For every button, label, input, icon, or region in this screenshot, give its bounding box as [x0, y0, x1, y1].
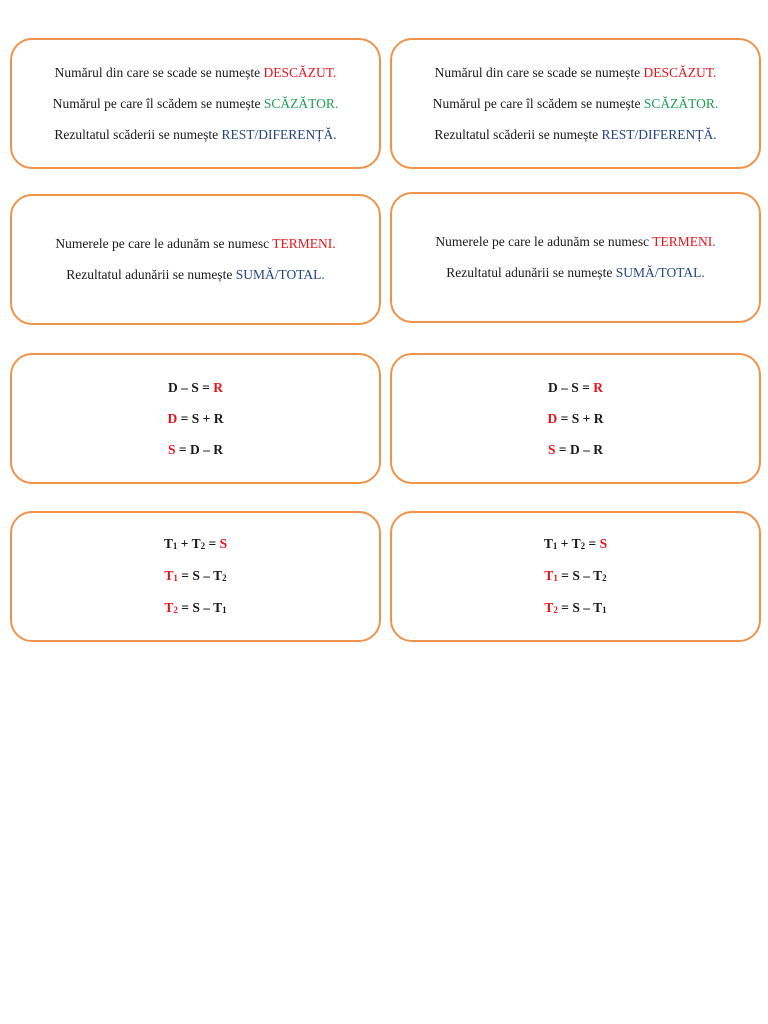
formula-scazator: S = D – R [548, 441, 603, 457]
formula-suma: $T_1 + T_2 = S$ [163, 536, 228, 551]
formula-termen-2: $T_2 = S - T_1$ [544, 600, 607, 615]
card-addition-terms-left [10, 194, 381, 325]
formula-rest: D – S = R [168, 379, 223, 395]
card-addition-formulas-right [390, 511, 761, 642]
rest-keyword: REST/DIFERENȚĂ [221, 126, 334, 142]
suma-line: Rezultatul adunării se numește SUMĂ/TOTAL. [66, 267, 325, 282]
formula-descazut: D = S + R [167, 410, 224, 426]
card-subtraction-terms-left [10, 38, 381, 169]
descazut-keyword: DESCĂZUT [643, 64, 713, 80]
scazator-keyword: SCĂZĂTOR [263, 95, 335, 111]
formula-scazator: S = D – R [168, 441, 223, 457]
card-subtraction-formulas-left [10, 353, 381, 484]
descazut-line: Numărul din care se scade se numește DESCĂZUT. [434, 64, 717, 80]
descazut-line: Numărul din care se scade se numește DESCĂZUT. [54, 64, 337, 80]
scazator-line: Numărul pe care îl scădem se numește SCĂZĂTOR. [52, 95, 339, 111]
formula-termen-1: $T_1 = S - T_2$ [544, 568, 607, 583]
termeni-keyword: TERMENI [272, 236, 333, 251]
formula-termen-1: $T_1 = S - T_2$ [164, 568, 227, 583]
formula-descazut: D = S + R [547, 410, 604, 426]
scazator-keyword: SCĂZĂTOR [643, 95, 715, 111]
rest-keyword: REST/DIFERENȚĂ [601, 126, 714, 142]
rest-line: Rezultatul scăderii se numește REST/DIFERENȚĂ. [54, 126, 337, 142]
suma-keyword: SUMĂ/TOTAL [235, 267, 322, 282]
card-addition-formulas-left [10, 511, 381, 642]
card-addition-terms-right [390, 192, 761, 323]
scazator-line: Numărul pe care îl scădem se numește SCĂZĂTOR. [432, 95, 719, 111]
formula-rest: D – S = R [548, 379, 603, 395]
suma-keyword: SUMĂ/TOTAL [615, 265, 702, 280]
termeni-line: Numerele pe care le adunăm se numesc TERMENI. [55, 236, 336, 251]
suma-line: Rezultatul adunării se numește SUMĂ/TOTAL. [446, 265, 705, 280]
termeni-keyword: TERMENI [652, 234, 713, 249]
formula-termen-2: $T_2 = S - T_1$ [164, 600, 227, 615]
card-subtraction-formulas-right [390, 353, 761, 484]
termeni-line: Numerele pe care le adunăm se numesc TERMENI. [435, 234, 716, 249]
rest-line: Rezultatul scăderii se numește REST/DIFERENȚĂ. [434, 126, 717, 142]
descazut-keyword: DESCĂZUT [263, 64, 333, 80]
formula-suma: $T_1 + T_2 = S$ [543, 536, 608, 551]
card-subtraction-terms-right [390, 38, 761, 169]
